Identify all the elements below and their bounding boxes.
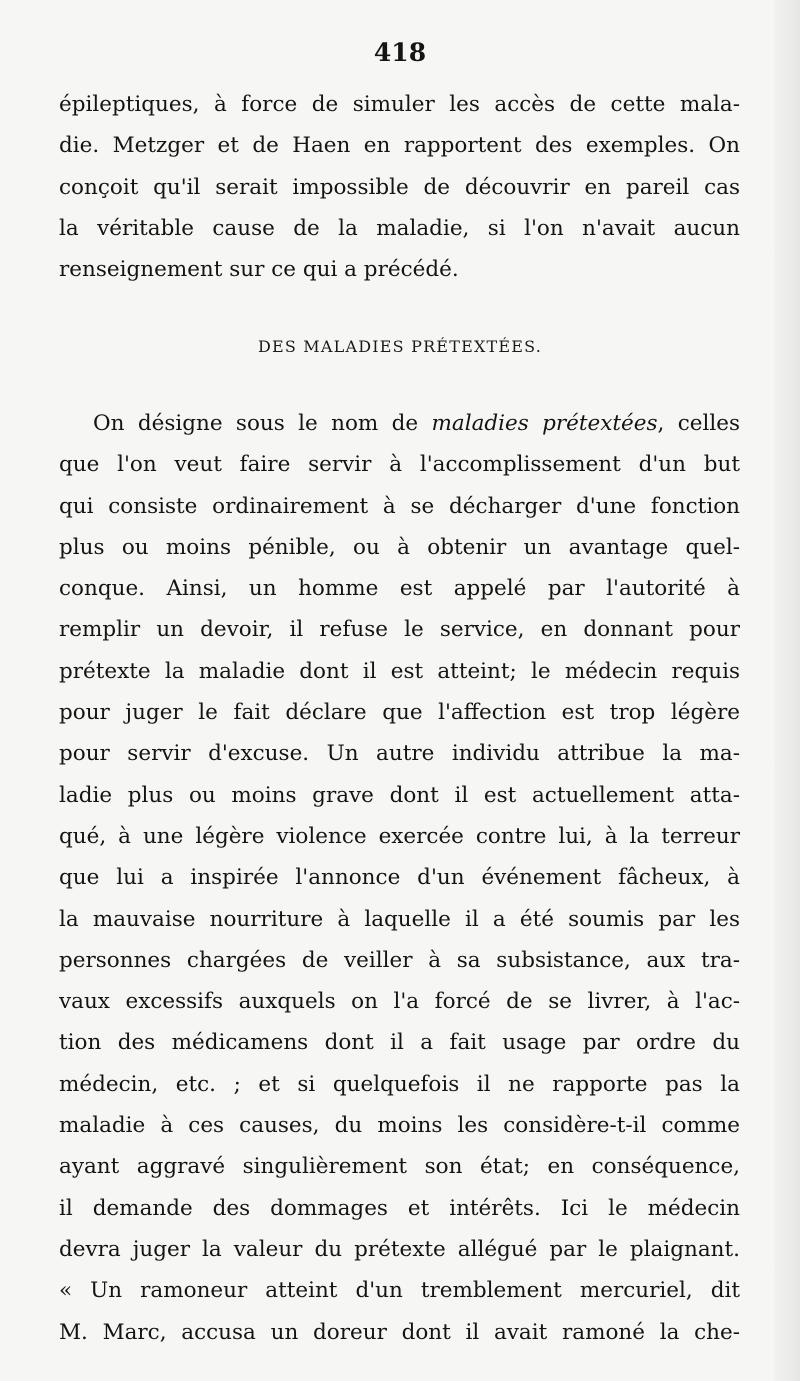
section-heading: DES MALADIES PRÉTEXTÉES.: [257, 337, 543, 356]
paragraph-continued: [59, 84, 740, 290]
text-line: que l'on veut faire servir à l'accomplissement d'un but: [59, 452, 740, 478]
text-line: conque. Ainsi, un homme est appelé par l'autorité à: [59, 576, 740, 602]
text-line: personnes chargées de veiller à sa subsistance, aux tra-: [59, 947, 740, 973]
text-line: conçoit qu'il serait impossible de découvrir en pareil cas: [59, 174, 740, 200]
text-line: ayant aggravé singulièrement son état; en conséquence,: [59, 1154, 740, 1180]
text-line: épileptiques, à force de simuler les accès de cette mala-: [59, 92, 740, 117]
text-line: remplir un devoir, il refuse le service, en donnant pour: [59, 617, 740, 643]
text-line: vaux excessifs auxquels on l'a forcé de se livrer, à l'ac-: [59, 989, 740, 1015]
page-number: 418: [373, 38, 427, 67]
text-line: il demande des dommages et intérêts. Ici le médecin: [59, 1195, 740, 1221]
text-line: qué, à une légère violence exercée contre lui, à la terreur: [59, 823, 740, 849]
text-line: la mauvaise nourriture à laquelle il a été soumis par les: [59, 906, 740, 932]
text-line: « Un ramoneur atteint d'un tremblement mercuriel, dit: [59, 1278, 740, 1304]
text-line: devra juger la valeur du prétexte allégué par le plaignant.: [59, 1236, 740, 1262]
text-line: M. Marc, accusa un doreur dont il avait ramoné la che-: [59, 1319, 740, 1345]
italic-term: maladies prétextées: [431, 411, 658, 436]
text-run: On désigne sous le nom de: [93, 411, 432, 436]
text-line: pour juger le fait déclare que l'affection est trop légère: [59, 700, 740, 726]
paragraph-pretextees: [59, 403, 740, 1353]
page-edge: [774, 0, 800, 1381]
text-line: prétexte la maladie dont il est atteint; le médecin requis: [59, 658, 740, 684]
text-line: tion des médicamens dont il a fait usage par ordre du: [59, 1030, 740, 1056]
text-line: pour servir d'excuse. Un autre individu attribue la ma-: [59, 741, 740, 767]
text-line: renseignement sur ce qui a précédé.: [59, 257, 459, 283]
text-line: qui consiste ordinairement à se décharger d'une fonction: [59, 493, 740, 519]
text-line: die. Metzger et de Haen en rapportent des exemples. On: [59, 133, 740, 159]
text-run: , celles: [657, 411, 740, 436]
text-line: maladie à ces causes, du moins les considère-t-il comme: [59, 1113, 740, 1139]
text-line: médecin, etc. ; et si quelquefois il ne rapporte pas la: [59, 1071, 740, 1097]
text-line: que lui a inspirée l'annonce d'un événement fâcheux, à: [59, 865, 740, 891]
text-line: plus ou moins pénible, ou à obtenir un avantage quel-: [59, 534, 740, 560]
text-line: ladie plus ou moins grave dont il est actuellement atta-: [59, 782, 740, 808]
text-line: [59, 403, 740, 444]
text-line: la véritable cause de la maladie, si l'on n'avait aucun: [59, 215, 740, 241]
